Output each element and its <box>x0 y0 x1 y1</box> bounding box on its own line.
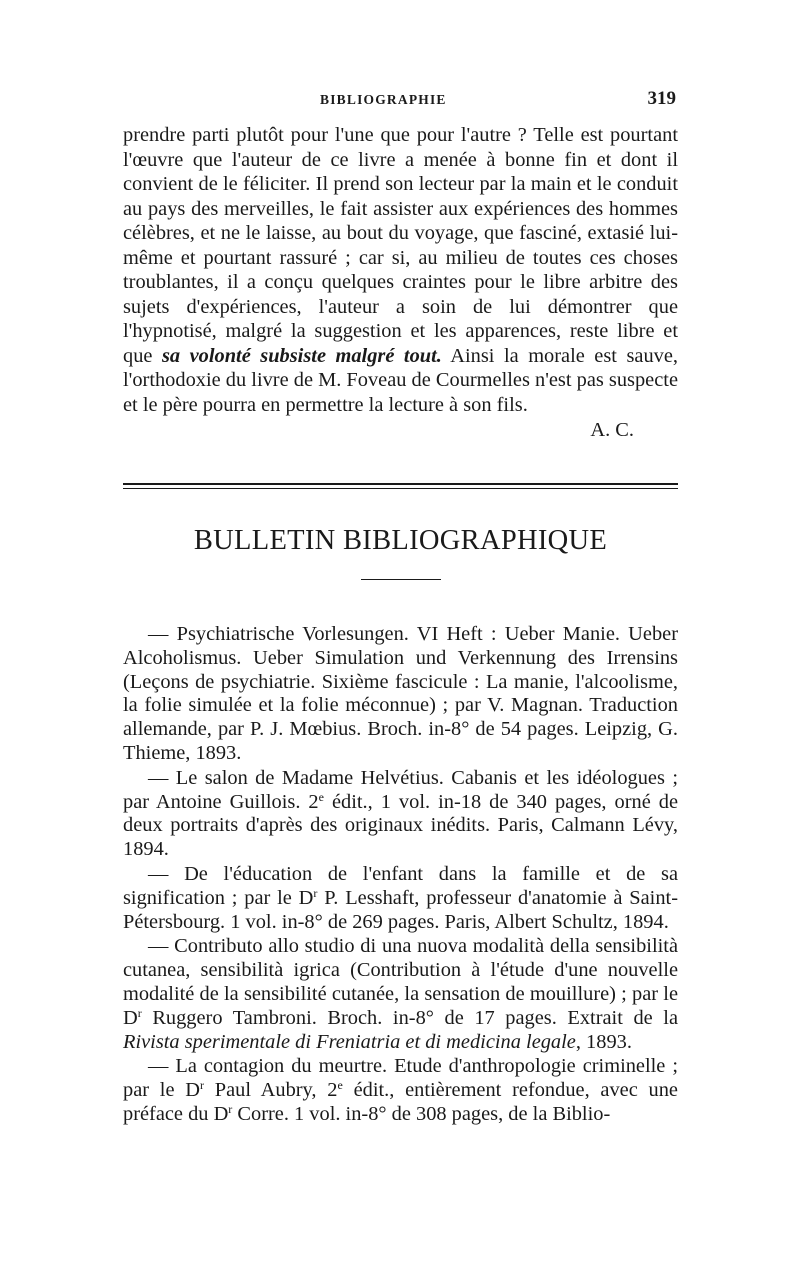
review-signature: A. C. <box>590 419 634 441</box>
list-item: — La contagion du meurtre. Etude d'anthropologie criminelle ; par le $D^r$ Paul Aubry, 2e édit., entièrement refondue, avec une préface du $D^r$ Corre. 1 vol. in-8° de 308 pages, de la Biblio- <box>123 1055 678 1125</box>
list-item: — Psychiatrische Vorlesungen. VI Heft : Ueber Manie. Ueber Alcoholismus. Ueber Simulation und Verkennung des Irrensins (Leçons de psychiatrie. Sixième fascicule : La manie, l'alcoolisme, la folie simulée et la folie méconnue) ; par V. Magnan. Traduction allemande, par P. J. Mœbius. Broch. in-8° de 54 pages. Leipzig, G. Thieme, 1893. <box>123 623 678 764</box>
title-rule <box>361 579 441 580</box>
entry-list <box>123 623 678 1127</box>
section-title: BULLETIN BIBLIOGRAPHIQUE <box>193 525 608 556</box>
list-item: — Le salon de Madame Helvétius. Cabanis et les idéologues ; par Antoine Guillois. 2e édit., 1 vol. in-18 de 340 pages, orné de deux portraits d'après des originaux inédits. Paris, Calmann Lévy, 1894. <box>123 766 678 861</box>
list-item: — De l'éducation de l'enfant dans la famille et de sa signification ; par le $D^r$ P. Lesshaft, professeur d'anatomie à Saint-Pétersbourg. 1 vol. in-8° de 269 pages. Paris, Albert Schultz, 1894. <box>123 862 678 933</box>
list-item <box>123 935 678 1054</box>
running-head <box>123 88 678 112</box>
review-paragraph <box>123 123 678 417</box>
entry-text: — Contributo allo studio di una nuova modalità della sensibilità cutanea, sensibilità igrica (Contribution à l'étude d'une nouvelle modalité de la sensibilité cutanée, la sensation de mouillure) ; par le $D^r$ Ruggero Tambroni. Broch. in-8° de 17 pages. Extrait de la <box>123 935 678 1029</box>
entry-text-end: , 1893. <box>575 1030 632 1053</box>
journal-title: Rivista sperimentale di Freniatria et di medicina legale <box>123 1030 576 1053</box>
running-title: BIBLIOGRAPHIE <box>320 92 447 107</box>
divider-thin-line <box>123 488 678 489</box>
review-text-end: Ainsi la morale est sauve, l'orthodoxie du livre de M. Foveau de Courmelles n'est pas suspecte et le père pourra en permettre la lecture à son fils. <box>123 344 678 416</box>
section-divider <box>123 483 678 489</box>
page-number: 319 <box>647 88 676 109</box>
divider-thick-line <box>123 483 678 485</box>
page-body <box>123 88 678 1127</box>
review-emphasis: sa volonté subsiste malgré tout. <box>161 344 442 367</box>
review-text: prendre parti plutôt pour l'une que pour l'autre ? Telle est pourtant l'œuvre que l'auteur de ce livre a menée à bonne fin et dont il convient de le féliciter. Il prend son lecteur par la main et le conduit au pays des merveilles, le fait assister aux expériences des hommes célèbres, et ne le laisse, au bout du voyage, que fasciné, extasié lui-même et pourtant rassuré ; car si, au milieu de toutes ces choses troublantes, il a conçu quelques craintes pour le libre arbitre des sujets d'expériences, l'auteur a soin de lui démontrer que l'hypnotisé, malgré la suggestion et les apparences, reste libre et que <box>123 124 678 367</box>
